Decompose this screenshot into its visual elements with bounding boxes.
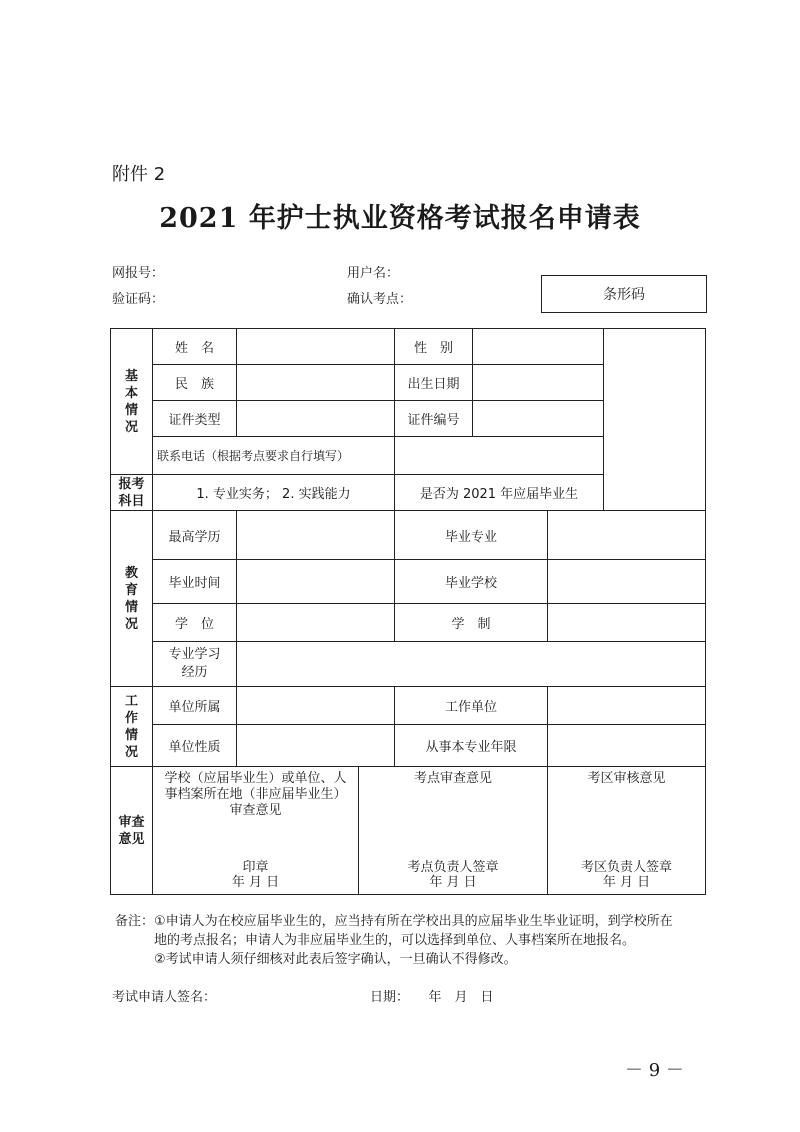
application-form-table — [110, 328, 706, 895]
school-field[interactable] — [548, 560, 706, 604]
phone-label: 联系电话（根据考点要求自行填写） — [153, 437, 395, 475]
study-history-label: 专业学习 经历 — [153, 642, 237, 687]
ethnicity-field[interactable] — [237, 365, 395, 401]
id-number-field[interactable] — [473, 401, 604, 437]
section-review: 审查 意见 — [111, 767, 153, 895]
study-history-field[interactable] — [237, 642, 706, 687]
degree-field[interactable] — [237, 604, 395, 642]
note-line-3: ②考试申请人须仔细核对此表后签字确认，一旦确认不得修改。 — [115, 952, 517, 967]
section-basic-info: 基 本 情 况 — [111, 329, 153, 475]
grad-time-label: 毕业时间 — [153, 560, 237, 604]
major-field[interactable] — [548, 511, 706, 560]
phone-field[interactable] — [395, 437, 604, 475]
district-review-heading: 考区审核意见 — [587, 771, 666, 786]
verify-code-label: 验证码： — [112, 292, 165, 307]
barcode-label: 条形码 — [603, 287, 645, 303]
system-field[interactable] — [548, 604, 706, 642]
school-unit-review-heading: 学校（应届毕业生）或单位、人 事档案所在地（非应届毕业生） 审查意见 — [164, 771, 347, 818]
school-unit-seal: 印章 年 月 日 — [231, 860, 280, 890]
page-number: － 9 － — [625, 1060, 684, 1081]
id-type-label: 证件类型 — [153, 401, 237, 437]
section-education: 教 育 情 况 — [111, 511, 153, 687]
birth-date-label: 出生日期 — [395, 365, 473, 401]
applicant-signature-label: 考试申请人签名： — [112, 990, 217, 1005]
site-review-cell[interactable] — [359, 767, 548, 895]
name-label: 姓 名 — [153, 329, 237, 365]
school-label: 毕业学校 — [395, 560, 548, 604]
years-label: 从事本专业年限 — [395, 725, 548, 767]
highest-degree-field[interactable] — [237, 511, 395, 560]
birth-date-field[interactable] — [473, 365, 604, 401]
attachment-label: 附件 2 — [112, 164, 166, 185]
username-label: 用户名： — [347, 266, 400, 281]
degree-label: 学 位 — [153, 604, 237, 642]
subjects-text: 1. 专业实务； 2. 实践能力 — [153, 475, 395, 511]
barcode-box — [541, 275, 707, 313]
id-type-field[interactable] — [237, 401, 395, 437]
form-title: 2021 年护士执业资格考试报名申请表 — [159, 203, 641, 234]
net-reg-no-label: 网报号： — [112, 266, 165, 281]
school-unit-review-cell[interactable] — [153, 767, 359, 895]
confirm-site-label: 确认考点： — [347, 292, 413, 307]
years-field[interactable] — [548, 725, 706, 767]
gender-label: 性 别 — [395, 329, 473, 365]
highest-degree-label: 最高学历 — [153, 511, 237, 560]
work-unit-label: 工作单位 — [395, 687, 548, 725]
photo-box — [604, 329, 706, 511]
major-label: 毕业专业 — [395, 511, 548, 560]
district-signature: 考区负责人签章 年 月 日 — [580, 860, 672, 890]
name-field[interactable] — [237, 329, 395, 365]
system-label: 学 制 — [395, 604, 548, 642]
notes — [115, 912, 715, 969]
sign-date-label: 日期： 年 月 日 — [370, 990, 494, 1005]
ethnicity-label: 民 族 — [153, 365, 237, 401]
note-line-1: 备注：①申请人为在校应届毕业生的，应当持有所在学校出具的应届毕业生毕业证明，到学校所在 — [115, 914, 673, 929]
section-subject: 报考 科目 — [111, 475, 153, 511]
unit-affiliation-label: 单位所属 — [153, 687, 237, 725]
unit-affiliation-field[interactable] — [237, 687, 395, 725]
graduate-question-label: 是否为 2021 年应届毕业生 — [395, 475, 604, 511]
unit-nature-field[interactable] — [237, 725, 395, 767]
unit-nature-label: 单位性质 — [153, 725, 237, 767]
district-review-cell[interactable] — [548, 767, 706, 895]
id-number-label: 证件编号 — [395, 401, 473, 437]
work-unit-field[interactable] — [548, 687, 706, 725]
note-line-2: 地的考点报名；申请人为非应届毕业生的，可以选择到单位、人事档案所在地报名。 — [115, 933, 636, 948]
section-work: 工 作 情 况 — [111, 687, 153, 767]
gender-field[interactable] — [473, 329, 604, 365]
site-review-heading: 考点审查意见 — [413, 771, 492, 786]
grad-time-field[interactable] — [237, 560, 395, 604]
site-signature: 考点负责人签章 年 月 日 — [407, 860, 499, 890]
